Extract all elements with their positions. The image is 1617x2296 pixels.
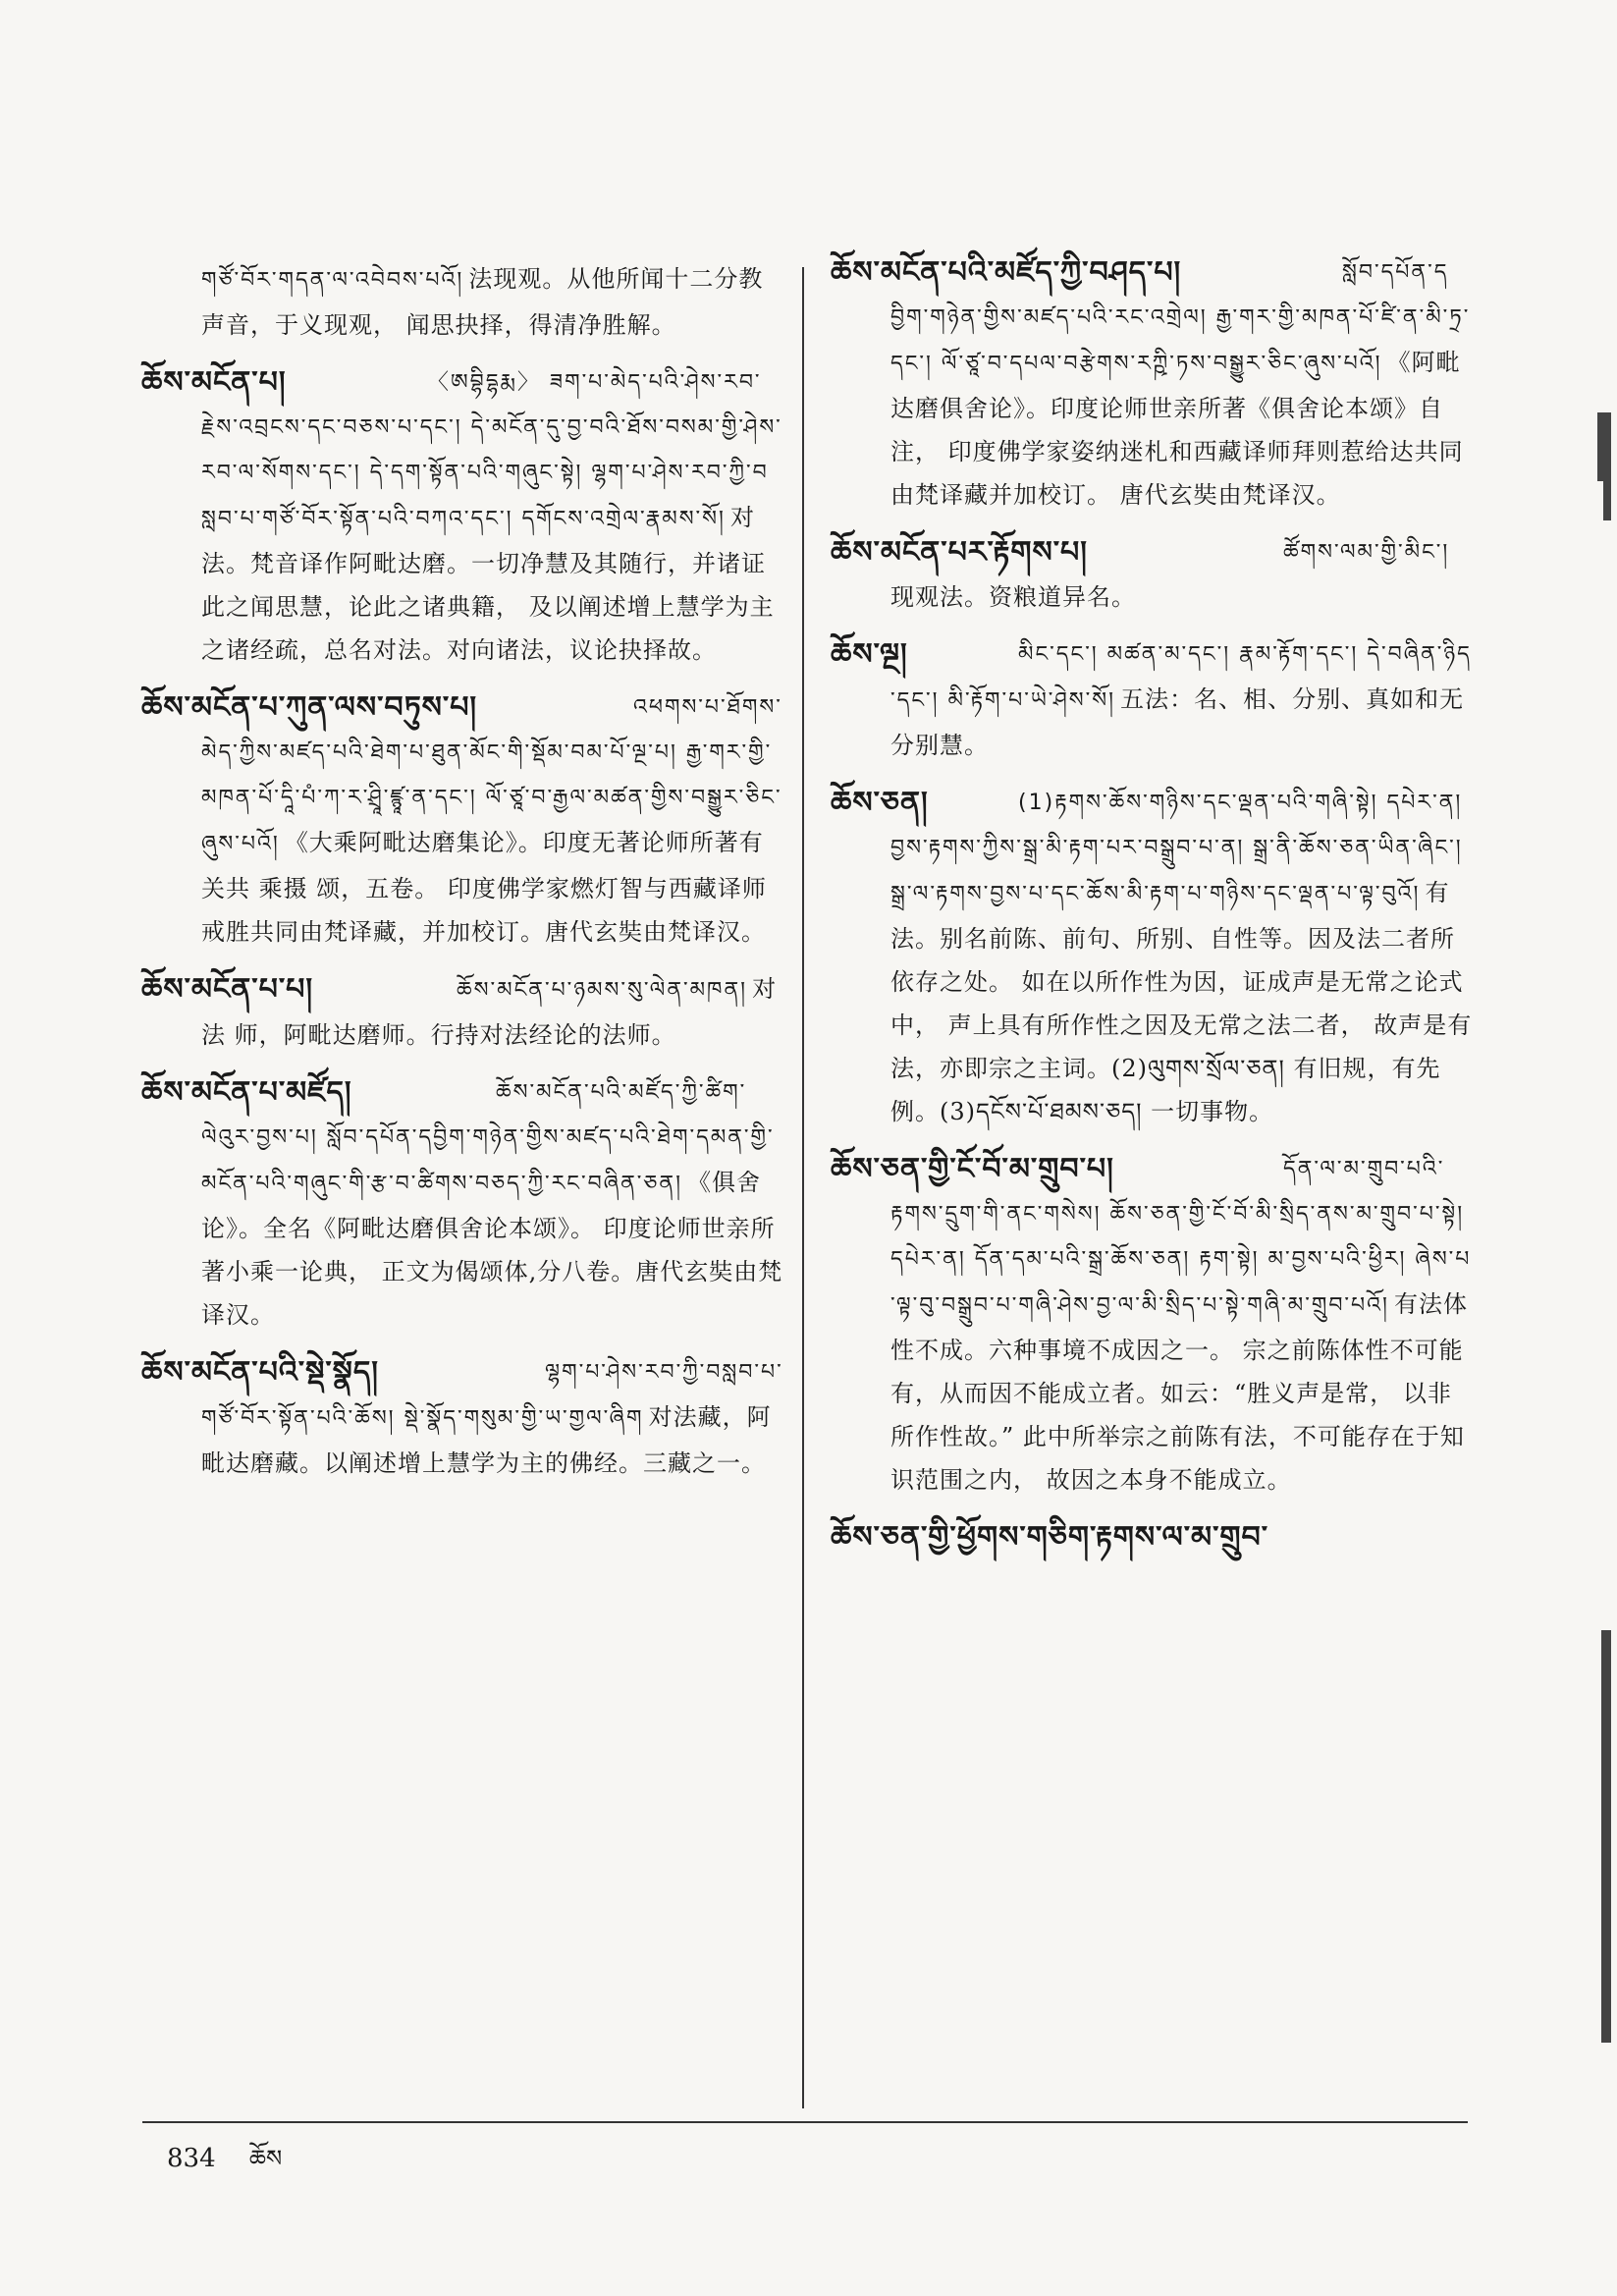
tibetan-definition: ཆོས་མངོན་པ་ཉམས་སུ་ལེན་མཁན། xyxy=(457,978,748,1003)
chinese-definition: 对 法 师，阿毗达磨师。行持对法经论的法师。 xyxy=(201,975,778,1049)
headword: ཆོས་མངོན་པ་པ། xyxy=(141,972,314,1007)
guide-word: ཆོས xyxy=(248,2145,283,2172)
footer-rule xyxy=(142,2121,1468,2123)
dictionary-entry xyxy=(141,1070,785,1337)
chinese-definition: 有法体性不成。六种事境不成因之一。 宗之前陈体性不可能有，从而因不能成立者。如云：“胜义声是常， 以非所作性故。” 此中所举宗之前陈有法，不可能存在于知识范围之内， 故因之本身不能成立。 xyxy=(890,1290,1468,1494)
tibetan-definition: སློབ་དཔོན་དབྱིག་གཉེན་གྱིས་མཛད་པའི་རང་འགྲེལ། རྒྱ་གར་གྱི་མཁན་པོ་ཛི་ན་མི་ཏྲ་དང་། ལོ་ཙཱ་བ་དཔལ་བརྩེགས་རཀྵི་ཏས་བསྒྱུར་ཅིང་ཞུས་པའོ། xyxy=(890,260,1471,376)
dictionary-entry xyxy=(831,1515,1475,1560)
entry-body xyxy=(836,1147,1475,1502)
dictionary-entry xyxy=(141,1350,785,1485)
headword: ཆོས་མངོན་པའི་མཛོད་ཀྱི་བཤད་པ། xyxy=(831,255,1182,290)
entry-body xyxy=(836,250,1475,517)
dictionary-entry xyxy=(831,530,1475,619)
dictionary-entry xyxy=(831,250,1475,517)
headword: ཆོས་ཅན་གྱི་ངོ་བོ་མ་གྲུབ་པ། xyxy=(831,1152,1114,1186)
left-column xyxy=(141,257,785,1499)
tibetan-definition: ལྷག་པ་ཤེས་རབ་ཀྱི་བསླབ་པ་གཙོ་བོར་སྟོན་པའི་ཆོས། སྡེ་སྣོད་གསུམ་གྱི་ཡ་གྱལ་ཞིག xyxy=(201,1360,783,1431)
tibetan-definition: གཙོ་བོར་གདན་ལ་འབེབས་པའོ། xyxy=(201,268,464,293)
scan-mark xyxy=(1601,1630,1611,2043)
tibetan-definition: ཆོས་མངོན་པའི་མཛོད་ཀྱི་ཚིག་ལེའུར་བྱས་པ། སློབ་དཔོན་དབྱིག་གཉེན་གྱིས་མཛད་པའི་ཐེག་དམན་གྱི་མངོན་པའི་གཞུང་གི་རྩ་བ་ཚིགས་བཅད་ཀྱི་རང་བཞིན་ཅན། xyxy=(201,1080,775,1196)
page-number: 834 xyxy=(167,2144,216,2173)
headword: ཆོས་ཅན། xyxy=(831,786,929,820)
chinese-definition: 《俱舍论》。全名《阿毗达磨俱舍论本颂》。 印度论师世亲所著小乘一论典， 正文为偈颂体,分八卷。唐代玄奘由梵译汉。 xyxy=(201,1169,783,1329)
dictionary-entry xyxy=(147,257,785,347)
dictionary-entry xyxy=(141,967,785,1057)
entry-body xyxy=(836,632,1475,767)
entry-body xyxy=(147,685,785,954)
chinese-definition: 法现观。从他所闻十二分教声音，于义现观， 闻思抉择，得清净胜解。 xyxy=(201,265,764,339)
chinese-definition: 对法。梵音译作阿毗达磨。一切净慧及其随行，并诸证此之闻思慧，论此之诸典籍， 及以阐述增上慧学为主之诸经疏，总名对法。对向诸法，议论抉择故。 xyxy=(201,504,775,664)
tibetan-definition: དོན་ལ་མ་གྲུབ་པའི་རྟགས་དྲུག་གི་ནང་གསེས། ཆོས་ཅན་གྱི་ངོ་བོ་མི་སྲིད་ནས་མ་གྲུབ་པ་སྟེ། དཔེར་ན། དོན་དམ་པའི་སྒྲ་ཆོས་ཅན། རྟག་སྟེ། མ་བྱས་པའི་ཕྱིར། ཞེས་པ་ལྟ་བུ་བསྒྲུབ་པ་གཞི་ཤེས་བྱ་ལ་མི་སྲིད་པ་སྟེ་གཞི་མ་གྲུབ་པའོ། xyxy=(890,1157,1472,1318)
page-footer xyxy=(167,2133,307,2199)
chinese-definition: 对法藏，阿毗达磨藏。以阐述增上慧学为主的佛经。三藏之一。 xyxy=(201,1403,772,1477)
headword: ཆོས་མངོན་པར་རྟོགས་པ། xyxy=(831,535,1088,570)
dictionary-entry xyxy=(141,360,785,672)
headword: ཆོས་ཅན་གྱི་ཕྱོགས་གཅིག་རྟགས་ལ་མ་གྲུབ་ xyxy=(831,1520,1269,1555)
tibetan-definition: (1)རྟགས་ཆོས་གཉིས་དང་ལྡན་པའི་གཞི་སྟེ། དཔེར་ན། བྱས་རྟགས་ཀྱིས་སྒྲ་མི་རྟག་པར་བསྒྲུབ་པ་ན། སྒྲ་ནི་ཆོས་ཅན་ཡིན་ཞིང་། སྒྲ་ལ་རྟགས་བྱས་པ་དང་ཆོས་མི་རྟག་པ་གཉིས་དང་ལྡན་པ་ལྟ་བུའོ། xyxy=(890,791,1463,906)
tibetan-definition: འཕགས་པ་ཐོགས་མེད་ཀྱིས་མཛད་པའི་ཐེག་པ་ཐུན་མོང་གི་སྡོམ་བམ་པོ་ལྔ་པ། རྒྱ་གར་གྱི་མཁན་པོ་དཱི་པཾ་ཀ་ར་ཤྲཱི་ཛྙཱ་ན་དང་། ལོ་ཙཱ་བ་རྒྱལ་མཚན་གྱིས་བསྒྱུར་ཅིང་ཞུས་པའོ། xyxy=(201,695,782,856)
dictionary-entry xyxy=(831,632,1475,767)
entry-body xyxy=(147,1070,785,1337)
headword: ཆོས་མངོན་པ། xyxy=(141,365,287,400)
headword: ཆོས་མངོན་པ་ཀུན་ལས་བཏུས་པ། xyxy=(141,690,478,725)
scan-mark xyxy=(1603,462,1611,520)
right-column xyxy=(831,250,1475,1574)
scan-edge-marks xyxy=(1588,0,1617,2296)
entry-body xyxy=(836,781,1475,1133)
tibetan-definition: ཚོགས་ལམ་གྱི་མིང་། xyxy=(1283,540,1450,565)
entry-body xyxy=(147,257,785,347)
chinese-definition: 《阿毗达磨俱舍论》。印度论师世亲所著《俱舍论本颂》自注， 印度佛学家姿纳迷札和西藏译师拜则惹给达共同由梵译藏并加校订。 唐代玄奘由梵译汉。 xyxy=(890,349,1464,509)
dictionary-entry xyxy=(831,1147,1475,1502)
dictionary-entry xyxy=(141,685,785,954)
chinese-definition: 有法。别名前陈、前句、所别、自性等。因及法二者所依存之处。 如在以所作性为因，证成声是无常之论式中， 声上具有所作性之因及无常之法二者， 故声是有法，亦即宗之主词。(2)ལུགས་སྲོལ་ཅན། 有旧规，有先例。(3)དངོས་པོ་ཐམས་ཅད། 一切事物。 xyxy=(890,879,1473,1125)
dictionary-entry xyxy=(831,781,1475,1133)
chinese-definition: 现观法。资粮道异名。 xyxy=(890,583,1136,611)
tibetan-definition: 〈ཨབྷིདྷརྨ〉 ཟག་པ་མེད་པའི་ཤེས་རབ་རྗེས་འབྲངས་དང་བཅས་པ་དང་། དེ་མངོན་དུ་བྱ་བའི་ཐོས་བསམ་གྱི་ཤེས་རབ་ལ་སོགས་དང་། དེ་དག་སྟོན་པའི་གཞུང་སྟེ། ལྷག་པ་ཤེས་རབ་ཀྱི་བསླབ་པ་གཙོ་བོར་སྟོན་པའི་བཀའ་དང་། དགོངས་འགྲེལ་རྣམས་སོ། xyxy=(201,370,782,531)
headword: ཆོས་ལྔ། xyxy=(831,637,908,672)
chinese-definition: 五法：名、相、分别、真如和无分别慧。 xyxy=(890,685,1465,759)
column-divider xyxy=(802,267,804,2108)
entry-body xyxy=(147,360,785,672)
tibetan-definition: མིང་དང་། མཚན་མ་དང་། རྣམ་རྟོག་དང་། དེ་བཞིན་ཉིད་དང་། མི་རྟོག་པ་ཡེ་ཤེས་སོ། xyxy=(890,642,1472,713)
headword: ཆོས་མངོན་པའི་སྡེ་སྣོད། xyxy=(141,1355,379,1390)
headword: ཆོས་མངོན་པ་མཛོད། xyxy=(141,1075,352,1110)
chinese-definition: 《大乘阿毗达磨集论》。印度无著论师所著有关共 乘摄 颂，五卷。 印度佛学家燃灯智与西藏译师戒胜共同由梵译藏，并加校订。唐代玄奘由梵译汉。 xyxy=(201,829,767,946)
